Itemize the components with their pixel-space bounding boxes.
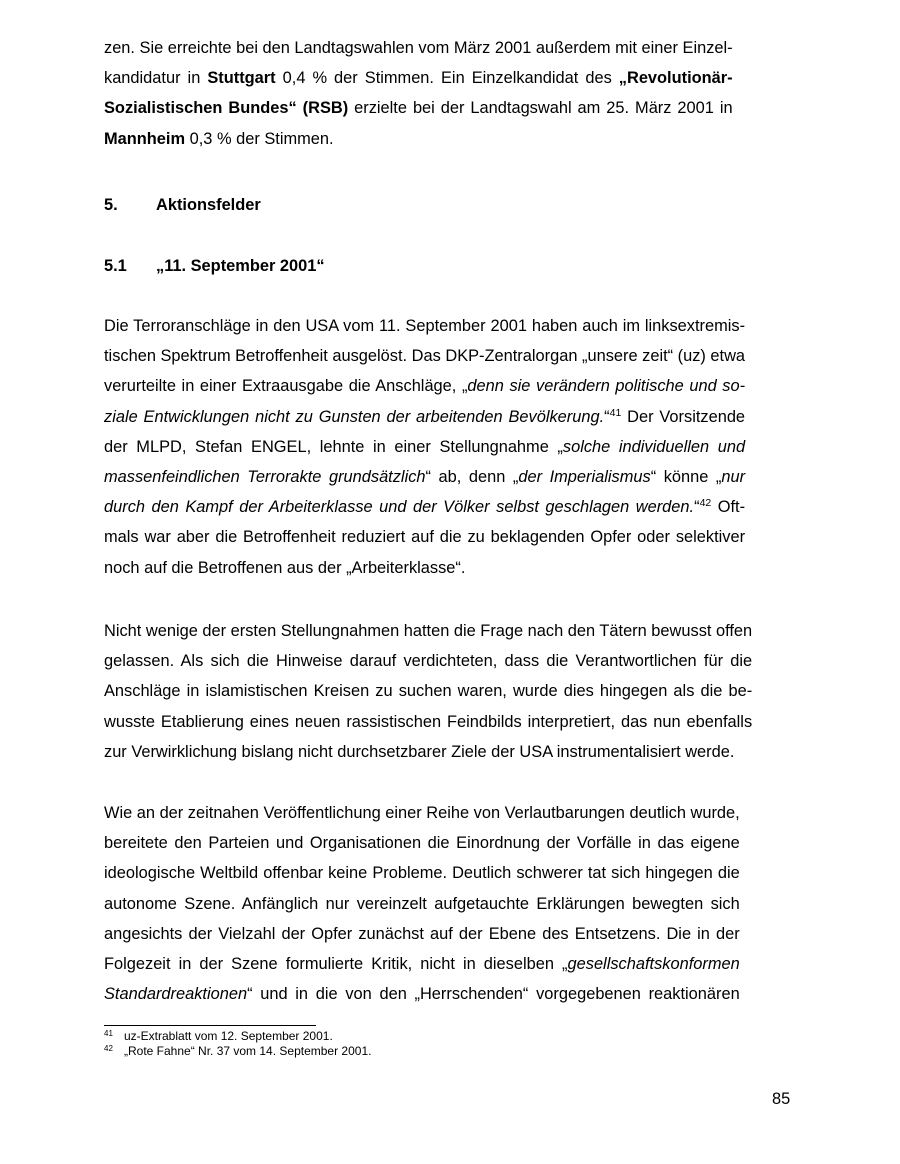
text-line: Wie an der zeitnahen Veröffentlichung einer Reihe von Verlautbarungen deutlich wurde, [104, 804, 740, 822]
text-line [104, 63, 733, 93]
text-line: wusste Etablierung eines neuen rassistischen Feindbilds interpretiert, das nun ebenfalls [104, 712, 753, 731]
text-line [104, 124, 733, 154]
text-span: “ ab, denn „ [425, 468, 519, 487]
text-span: Oft- [711, 498, 746, 517]
footnote-ref-41[interactable]: 41 [609, 406, 622, 419]
paragraph-perpetrators [104, 616, 752, 767]
italic-quote: nur [721, 468, 746, 487]
text-span: 0,3 % der Stimmen. [185, 129, 334, 148]
text-line: ideologische Weltbild offenbar keine Probleme. Deutlich schwerer tat sich hingegen die [104, 864, 740, 883]
paragraph-terror-attacks [104, 311, 745, 583]
italic-quote: denn sie verändern politische und so- [467, 377, 746, 396]
text-line [104, 979, 740, 1009]
text-line [104, 432, 745, 462]
text-span: verurteilte in einer Extraausgabe die Anschläge, „ [104, 377, 468, 396]
footnote-42 [104, 1044, 371, 1059]
text-line: zur Verwirklichung bislang nicht durchsetzbarer Ziele der USA instrumentalisiert werde. [104, 742, 735, 761]
footnote-number: 42 [104, 1043, 113, 1053]
text-line: noch auf die Betroffenen aus der „Arbeiterklasse“. [104, 558, 466, 577]
paragraph-intro [104, 33, 733, 154]
text-span: Folgezeit in der Szene formulierte Kritik, nicht in dieselben „ [104, 955, 568, 974]
text-span: “ könne „ [650, 468, 722, 487]
italic-quote: gesellschaftskonformen [567, 955, 740, 974]
text-line: mals war aber die Betroffenheit reduziert auf die zu beklagenden Opfer oder selektiver [104, 528, 746, 547]
section-number: 5. [104, 196, 118, 214]
text-line [104, 402, 745, 432]
italic-quote: durch den Kampf der Arbeiterklasse und der Völker selbst geschlagen werden. [104, 498, 695, 517]
italic-quote: der Imperialismus [518, 468, 651, 487]
italic-quote: solche individuellen und [562, 437, 746, 456]
footnote-number: 41 [104, 1029, 113, 1038]
text-span: erzielte bei der Landtagswahl am 25. März 2001 in [348, 99, 733, 118]
footnote-41 [104, 1029, 371, 1044]
bold-text: Sozialistischen Bundes“ (RSB) [104, 99, 349, 118]
section-title: Aktionsfelder [156, 196, 261, 214]
text-line [104, 93, 733, 123]
section-heading-5 [104, 190, 261, 220]
text-span: “ und in die von den „Herrschenden“ vorgegebenen reaktionären [247, 985, 740, 1004]
bold-text: „Revolutionär- [618, 69, 733, 88]
text-line: zen. Sie erreichte bei den Landtagswahlen vom März 2001 außerdem mit einer Einzel- [104, 39, 733, 57]
text-span: “ [604, 407, 610, 426]
text-span: kandidatur in [104, 69, 208, 88]
text-line: Die Terroranschläge in den USA vom 11. September 2001 haben auch im linksextremis- [104, 317, 746, 335]
italic-quote: Standardreaktionen [104, 985, 248, 1004]
text-span: 0,4 % der Stimmen. Ein Einzelkandidat des [275, 69, 619, 88]
page-number: 85 [772, 1090, 791, 1108]
italic-quote: ziale Entwicklungen nicht zu Gunsten der arbeitenden Bevölkerung. [104, 407, 605, 426]
text-line: gelassen. Als sich die Hinweise darauf verdichteten, dass die Verantwortlichen für die [104, 652, 753, 671]
footnotes [104, 1029, 371, 1058]
text-line: bereitete den Parteien und Organisationen die Einordnung der Vorfälle in das eigene [104, 834, 740, 853]
text-line: Anschläge in islamistischen Kreisen zu suchen waren, wurde dies hingegen als die be- [104, 682, 753, 701]
bold-text: Mannheim [104, 129, 186, 148]
text-span: Der Vorsitzende [621, 407, 746, 426]
text-line: tischen Spektrum Betroffenheit ausgelöst. Das DKP-Zentralorgan „unsere zeit“ (uz) etwa [104, 347, 746, 366]
footnote-divider [104, 1025, 316, 1026]
section-title: „11. September 2001“ [156, 257, 325, 275]
text-line [104, 462, 745, 492]
text-span: “ [694, 498, 700, 517]
text-line [104, 949, 740, 979]
italic-quote: massenfeindlichen Terrorakte grundsätzlich [104, 468, 426, 487]
section-heading-5-1 [104, 251, 325, 281]
text-line [104, 371, 745, 401]
text-line: Nicht wenige der ersten Stellungnahmen hatten die Frage nach den Tätern bewusst offen [104, 622, 753, 640]
text-line [104, 492, 745, 522]
paragraph-autonomous-scene [104, 798, 740, 1009]
footnote-text: „Rote Fahne“ Nr. 37 vom 14. September 2001. [124, 1043, 372, 1058]
footnote-text: uz-Extrablatt vom 12. September 2001. [124, 1029, 333, 1043]
text-line: autonome Szene. Anfänglich nur vereinzelt aufgetauchte Erklärungen bewegten sich [104, 894, 740, 913]
bold-text: Stuttgart [207, 69, 276, 88]
text-span: der MLPD, Stefan ENGEL, lehnte in einer Stellungnahme „ [104, 437, 563, 456]
text-line: angesichts der Vielzahl der Opfer zunächst auf der Ebene des Entsetzens. Die in der [104, 924, 740, 943]
section-number: 5.1 [104, 257, 127, 275]
footnote-ref-42[interactable]: 42 [699, 497, 712, 510]
